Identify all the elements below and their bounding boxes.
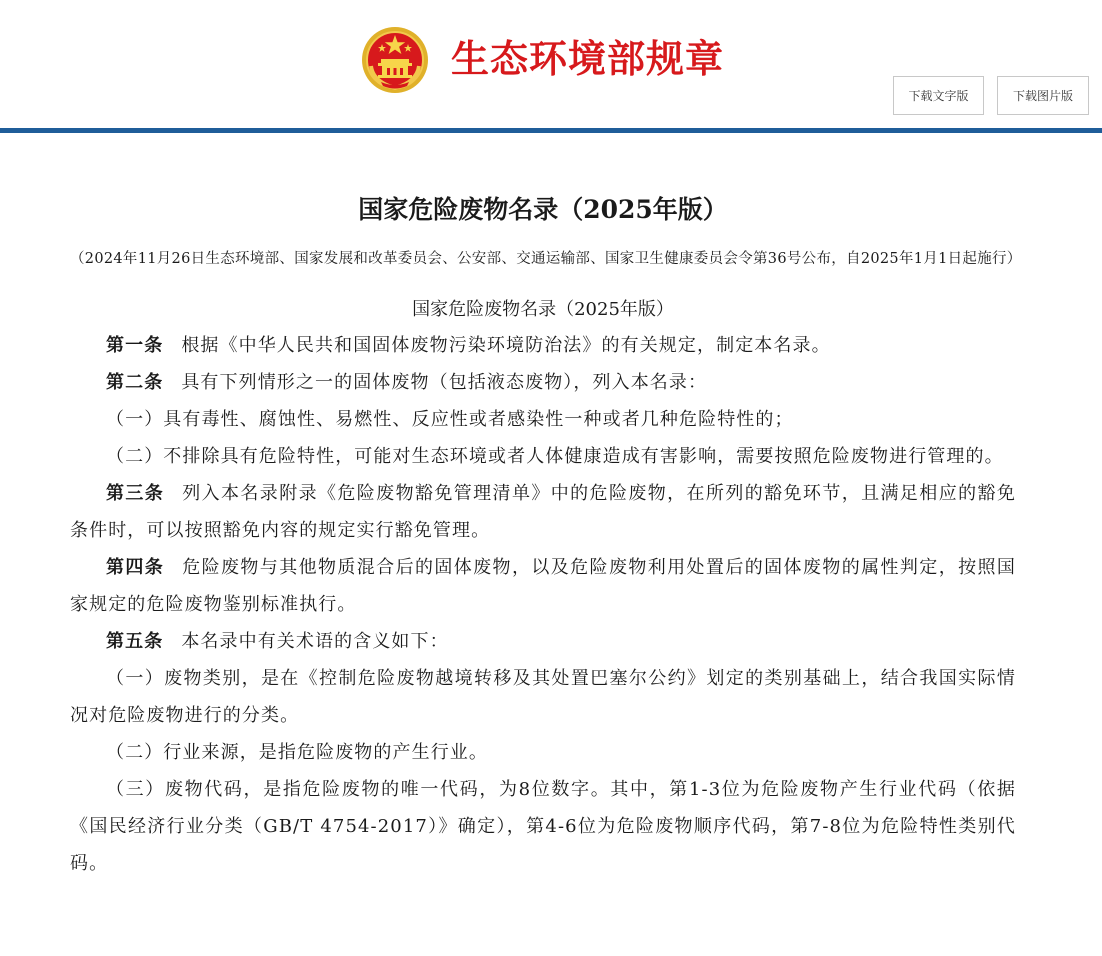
paragraph-text: 列入本名录附录《危险废物豁免管理清单》中的危险废物，在所列的豁免环节，且满足相应的豁免条件时，可以按照豁免内容的规定实行豁免管理。 <box>70 483 1016 541</box>
document-note: （2024年11月26日生态环境部、国家发展和改革委员会、公安部、交通运输部、国家卫生健康委员会令第36号公布，自2025年1月1日起施行） <box>70 251 1022 267</box>
paragraph-text: （二）不排除具有危险特性，可能对生态环境或者人体健康造成有害影响，需要按照危险废物进行管理的。 <box>106 446 1004 467</box>
site-title: 生态环境部规章 <box>451 36 725 81</box>
document-subtitle: 国家危险废物名录（2025年版） <box>412 299 674 320</box>
paragraph-text: 根据《中华人民共和国固体废物污染环境防治法》的有关规定，制定本名录。 <box>181 335 831 356</box>
paragraph-text: （一）废物类别，是在《控制危险废物越境转移及其处置巴塞尔公约》划定的类别基础上，结合我国实际情况对危险废物进行的分类。 <box>70 668 1016 726</box>
paragraph <box>70 364 1016 401</box>
download-image-button[interactable]: 下载图片版 <box>997 76 1089 115</box>
article-number: 第二条 <box>106 372 164 393</box>
paragraph <box>70 401 1016 438</box>
document-title: 国家危险废物名录（2025年版） <box>358 195 728 224</box>
article-number: 第四条 <box>106 557 165 578</box>
download-text-button[interactable]: 下载文字版 <box>893 76 984 115</box>
paragraph <box>70 734 1016 771</box>
paragraph-text: 本名录中有关术语的含义如下： <box>181 631 449 652</box>
article-number: 第一条 <box>106 335 164 356</box>
paragraph-text: （一）具有毒性、腐蚀性、易燃性、反应性或者感染性一种或者几种危险特性的； <box>106 409 794 430</box>
site-header <box>0 0 1102 128</box>
article-number: 第三条 <box>106 483 165 504</box>
paragraph <box>70 660 1016 734</box>
paragraph-text: （三）废物代码，是指危险废物的唯一代码，为8位数字。其中，第1-3位为危险废物产生行业代码（依据《国民经济行业分类（GB/T 4754-2017）》确定），第4-6位为危险废物顺序代码，第7-8位为危险特性类别代码。 <box>70 779 1016 874</box>
national-emblem-icon <box>361 26 429 94</box>
paragraph <box>70 623 1016 660</box>
paragraph-text: （二）行业来源，是指危险废物的产生行业。 <box>106 742 488 763</box>
paragraph-text: 危险废物与其他物质混合后的固体废物，以及危险废物利用处置后的固体废物的属性判定，按照国家规定的危险废物鉴别标准执行。 <box>70 557 1016 615</box>
paragraph <box>70 327 1016 364</box>
article-number: 第五条 <box>106 631 164 652</box>
paragraph <box>70 475 1016 549</box>
paragraph-text: 具有下列情形之一的固体废物（包括液态废物），列入本名录： <box>181 372 708 393</box>
document-body <box>70 133 1022 882</box>
paragraph <box>70 438 1016 475</box>
paragraph <box>70 771 1016 882</box>
paragraph <box>70 549 1016 623</box>
